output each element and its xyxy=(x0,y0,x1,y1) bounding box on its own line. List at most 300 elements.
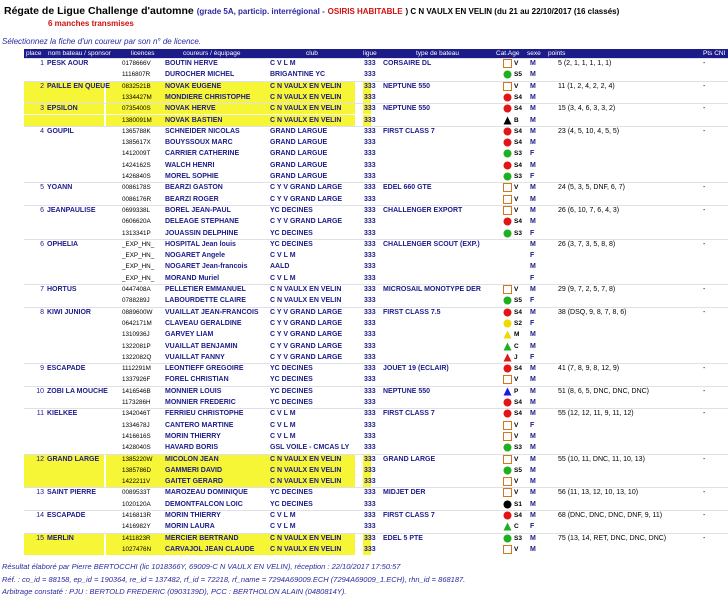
table-row xyxy=(0,228,728,239)
table-row xyxy=(0,205,728,216)
boat-type: FIRST CLASS 7 xyxy=(383,127,435,135)
place-number: 13 xyxy=(36,489,44,497)
ligue-code: 333 xyxy=(364,466,376,474)
boat-name: KIWI JUNIOR xyxy=(47,308,91,316)
boat-type: CHALLENGER SCOUT (EXP.) xyxy=(383,240,480,248)
boat-type: GRAND LARGE xyxy=(383,455,436,463)
veteran-square-icon xyxy=(503,545,512,554)
licence-link[interactable]: _EXP_HN_ xyxy=(122,252,155,260)
age-category: S4 xyxy=(514,399,522,406)
points: 68 (DNC, DNC, DNC, DNF, 9, 11) xyxy=(558,512,663,519)
col-pts-cni: Pts CNI xyxy=(703,50,726,57)
licence-link[interactable]: 1334427M xyxy=(122,93,152,101)
place-number: 10 xyxy=(36,387,44,395)
sex: M xyxy=(530,308,536,316)
licence-link[interactable]: _EXP_HN_ xyxy=(122,274,155,282)
club-name: AALD xyxy=(270,263,290,271)
licence-link[interactable]: 1412009T xyxy=(122,150,151,158)
green-dot-icon xyxy=(503,296,512,305)
table-row xyxy=(0,239,728,250)
table-row xyxy=(0,499,728,510)
sex: M xyxy=(530,455,536,463)
pts-cni: - xyxy=(703,489,706,497)
club-name: YC DECINES xyxy=(270,229,313,237)
licence-link[interactable]: 0086176R xyxy=(122,195,152,203)
sex: M xyxy=(530,116,536,124)
sailor-name: VUAILLAT JEAN-FRANCOIS xyxy=(165,308,259,316)
veteran-square-icon xyxy=(503,195,512,204)
sex: M xyxy=(530,387,536,395)
boat-type: EDEL 5 PTE xyxy=(383,534,423,542)
table-row xyxy=(0,284,728,295)
sailor-name: FOREL CHRISTIAN xyxy=(165,376,229,384)
club-name: C Y V GRAND LARGE xyxy=(270,218,343,226)
sex: F xyxy=(530,173,535,180)
sailor-name: MORAND Muriel xyxy=(165,274,220,282)
ligue-code: 333 xyxy=(364,365,376,373)
highlight-band xyxy=(24,544,104,555)
table-row xyxy=(0,420,728,431)
table-row xyxy=(0,510,728,521)
sex: M xyxy=(530,500,536,508)
licence-link[interactable]: 0788289J xyxy=(122,297,150,305)
pts-cni: - xyxy=(703,387,706,395)
sex: M xyxy=(530,286,536,293)
boat-name: EPSILON xyxy=(47,105,78,113)
age-category: M xyxy=(514,331,520,339)
licence-link[interactable]: 1310936J xyxy=(122,331,150,339)
club-name: C N VAULX EN VELIN xyxy=(270,466,342,474)
licence-link[interactable]: 1342046T xyxy=(122,410,151,418)
licence-link[interactable]: 0832521B xyxy=(122,82,151,90)
club-name: C Y V GRAND LARGE xyxy=(270,319,343,327)
club-name: YC DECINES xyxy=(270,365,313,373)
club-name: C N VAULX EN VELIN xyxy=(270,116,342,124)
ligue-code: 333 xyxy=(364,274,376,282)
ligue-code: 333 xyxy=(364,71,376,79)
pts-cni: - xyxy=(703,365,706,373)
sailor-name: DEMONTFALCON LOIC xyxy=(165,500,243,508)
veteran-square-icon xyxy=(503,206,512,215)
age-category: B xyxy=(514,116,519,124)
club-name: C V L M xyxy=(270,421,296,429)
age-category: J xyxy=(514,353,518,361)
boat-type: NEPTUNE 550 xyxy=(383,82,431,90)
club-name: GRAND LARGUE xyxy=(270,161,328,169)
highlight-band xyxy=(24,465,104,476)
place-number: 14 xyxy=(36,512,44,519)
club-name: BRIGANTINE YC xyxy=(270,71,326,79)
ligue-code: 333 xyxy=(364,421,376,429)
licence-link[interactable]: 1020120A xyxy=(122,500,151,508)
table-row xyxy=(0,115,728,126)
sex: M xyxy=(530,365,536,373)
licence-link[interactable]: 1322082Q xyxy=(122,353,152,361)
age-category: V xyxy=(514,432,519,440)
licence-link[interactable]: 1112291M xyxy=(122,365,151,373)
table-row xyxy=(0,341,728,352)
ligue-code: 333 xyxy=(364,161,376,169)
club-name: C V L M xyxy=(270,274,296,282)
table-row xyxy=(0,521,728,532)
ligue-code: 333 xyxy=(364,455,376,463)
licence-link[interactable]: 1173286H xyxy=(122,399,151,406)
licence-link[interactable]: 1426840S xyxy=(122,173,151,180)
sailor-name: MERCIER BERTRAND xyxy=(165,534,239,542)
licence-link[interactable]: 1422211V xyxy=(122,478,151,486)
age-category: V xyxy=(514,489,519,497)
sex: F xyxy=(530,274,535,282)
boat-name: PESK AOUR xyxy=(47,60,89,67)
club-name: C N VAULX EN VELIN xyxy=(270,534,342,542)
place-number: 11 xyxy=(36,410,44,418)
boat-type: FIRST CLASS 7 xyxy=(383,410,435,418)
age-category: S3 xyxy=(514,173,522,180)
boat-type: MICROSAIL MONOTYPE DER xyxy=(383,286,481,293)
title-organizer: OSIRIS HABITABLE xyxy=(327,7,403,16)
ligue-code: 333 xyxy=(364,263,376,271)
sex: M xyxy=(530,263,536,271)
table-row xyxy=(0,58,728,69)
table-row xyxy=(0,408,728,419)
boat-name: GRAND LARGE xyxy=(47,455,100,463)
sex: F xyxy=(530,421,535,429)
age-category: S4 xyxy=(514,218,522,226)
ligue-code: 333 xyxy=(364,331,376,339)
sex: M xyxy=(530,512,536,519)
club-name: C Y V GRAND LARGE xyxy=(270,195,343,203)
club-name: GSL VOILE - CMCAS LY xyxy=(270,444,350,452)
highlight-band xyxy=(24,115,104,126)
boat-name: ESCAPADE xyxy=(47,512,86,519)
sailor-name: WALCH HENRI xyxy=(165,161,215,169)
sailor-name: CARVAJOL JEAN CLAUDE xyxy=(165,545,255,553)
licence-link[interactable]: 1337926F xyxy=(122,376,151,384)
ligue-code: 333 xyxy=(364,105,376,113)
age-category: V xyxy=(514,376,519,384)
yellow-dot-icon xyxy=(503,319,512,328)
table-row xyxy=(0,69,728,80)
sailor-name: CLAVEAU GERALDINE xyxy=(165,319,242,327)
table-row xyxy=(0,374,728,385)
red-dot-icon xyxy=(503,93,512,102)
licence-link[interactable]: 0178666V xyxy=(122,60,151,67)
age-category: S3 xyxy=(514,150,522,158)
table-row xyxy=(0,137,728,148)
col-lic: licences xyxy=(131,50,155,57)
licence-link[interactable]: 1027476N xyxy=(122,545,152,553)
highlight-band xyxy=(24,92,104,103)
footer-elaboration: Résultat élaboré par Pierre BERTOCCHI (lic 1018366Y, 69009-C N VAULX EN VELIN), réception : 22/10/2017 17:50:57 xyxy=(2,562,401,571)
pts-cni: - xyxy=(703,410,706,418)
club-name: C V L M xyxy=(270,512,296,519)
col-club: club xyxy=(306,50,318,57)
boat-name: ESCAPADE xyxy=(47,365,86,373)
sailor-name: CANTERO MARTINE xyxy=(165,421,234,429)
sailor-name: MOREL SOPHIE xyxy=(165,173,219,180)
sailor-name: CARRIER CATHERINE xyxy=(165,150,240,158)
sex: M xyxy=(530,545,536,553)
club-name: C N VAULX EN VELIN xyxy=(270,82,342,90)
place-number: 15 xyxy=(36,534,44,542)
pts-cni: - xyxy=(703,60,706,67)
club-name: C Y V GRAND LARGE xyxy=(270,308,343,316)
sex: M xyxy=(530,489,536,497)
ligue-code: 333 xyxy=(364,342,376,350)
licence-link[interactable]: 1416982Y xyxy=(122,523,151,531)
boat-type: FIRST CLASS 7.5 xyxy=(383,308,441,316)
sailor-name: BEARZI ROGER xyxy=(165,195,219,203)
licence-link[interactable]: 1385220W xyxy=(122,455,153,463)
licence-link[interactable]: 0735400S xyxy=(122,105,151,113)
club-name: YC DECINES xyxy=(270,240,313,248)
boat-name: SAINT PIERRE xyxy=(47,489,97,497)
age-category: S4 xyxy=(514,365,522,373)
points: 51 (8, 6, 5, DNC, DNC, DNC) xyxy=(558,387,650,395)
licence-link[interactable]: 1116807R xyxy=(122,71,151,79)
boat-name: ZOBI LA MOUCHE xyxy=(47,387,108,395)
sailor-name: DUROCHER MICHEL xyxy=(165,71,235,79)
boat-name: JEANPAULISE xyxy=(47,206,96,214)
age-category: S2 xyxy=(514,319,522,327)
sailor-name: NOVAK HERVE xyxy=(165,105,216,113)
sailor-name: MONDIERE CHRISTOPHE xyxy=(165,93,251,101)
age-category: S5 xyxy=(514,71,522,79)
points: 26 (6, 10, 7, 6, 4, 3) xyxy=(558,206,620,214)
ligue-code: 333 xyxy=(364,545,376,553)
red-dot-icon xyxy=(503,127,512,136)
table-row xyxy=(0,261,728,272)
regatta-title xyxy=(4,5,619,17)
licence-link[interactable]: 1365788K xyxy=(122,127,151,135)
ligue-code: 333 xyxy=(364,139,376,147)
title-grade: (grade 5A, particip. interrégional - xyxy=(196,7,325,16)
red-dot-icon xyxy=(503,409,512,418)
sex: F xyxy=(530,523,535,531)
sex: F xyxy=(530,229,535,237)
licence-link[interactable]: _EXP_HN_ xyxy=(122,240,155,248)
licence-link[interactable]: 1428040S xyxy=(122,444,151,452)
sex: M xyxy=(530,432,536,440)
triangle-icon xyxy=(503,116,512,125)
sailor-name: MORIN LAURA xyxy=(165,523,215,531)
age-category: V xyxy=(514,478,519,486)
table-row xyxy=(0,363,728,374)
col-ligue: ligue xyxy=(363,50,377,57)
points: 29 (9, 7, 2, 5, 7, 8) xyxy=(558,286,616,293)
licence-link[interactable]: 0699338L xyxy=(122,206,151,214)
table-row xyxy=(0,487,728,498)
table-row xyxy=(0,92,728,103)
sailor-name: VUAILLAT FANNY xyxy=(165,353,225,361)
licence-link[interactable]: 0606620A xyxy=(122,218,151,226)
ligue-code: 333 xyxy=(364,116,376,124)
green-dot-icon xyxy=(503,70,512,79)
pts-cni: - xyxy=(703,308,706,316)
sailor-name: LEONTIEFF GREGOIRE xyxy=(165,365,244,373)
sex: M xyxy=(530,478,536,486)
licence-link[interactable]: 0889600W xyxy=(122,308,153,316)
licence-link[interactable]: 0447408A xyxy=(122,286,151,293)
place-number: 8 xyxy=(40,308,44,316)
ligue-code: 333 xyxy=(364,523,376,531)
table-row xyxy=(0,318,728,329)
veteran-square-icon xyxy=(503,432,512,441)
footer-arbitrage: Arbitrage constaté : PJU : BERTOLD FREDERIC (0903139D), PCC : BERTHOLON ALAIN (0480814Y). xyxy=(2,587,347,596)
ligue-code: 333 xyxy=(364,489,376,497)
licence-link[interactable]: 1411823R xyxy=(122,534,151,542)
sex: F xyxy=(530,252,535,260)
table-row xyxy=(0,216,728,227)
table-row xyxy=(0,397,728,408)
ligue-code: 333 xyxy=(364,297,376,305)
age-category: V xyxy=(514,184,519,192)
club-name: YC DECINES xyxy=(270,387,313,395)
red-dot-icon xyxy=(503,104,512,113)
veteran-square-icon xyxy=(503,488,512,497)
licence-link[interactable]: 1416813R xyxy=(122,512,152,519)
ligue-code: 333 xyxy=(364,218,376,226)
sailor-name: JOUASSIN DELPHINE xyxy=(165,229,239,237)
club-name: C Y V GRAND LARGE xyxy=(270,342,343,350)
red-dot-icon xyxy=(503,364,512,373)
col-boat: nom bateau / sponsor xyxy=(48,50,111,57)
licence-link[interactable]: _EXP_HN_ xyxy=(122,263,155,271)
ligue-code: 333 xyxy=(364,286,376,293)
sex: M xyxy=(530,60,536,67)
ligue-code: 333 xyxy=(364,376,376,384)
age-category: V xyxy=(514,421,519,429)
licence-link[interactable]: 1385786D xyxy=(122,466,152,474)
licence-link[interactable]: 0089533T xyxy=(122,489,151,497)
age-category: S3 xyxy=(514,229,522,237)
sex: M xyxy=(530,218,536,226)
club-name: GRAND LARGUE xyxy=(270,139,328,147)
sailor-name: NOVAK EUGENE xyxy=(165,82,222,90)
age-category: S4 xyxy=(514,139,522,147)
age-category: S4 xyxy=(514,161,522,169)
sex: M xyxy=(530,342,536,350)
points: 24 (5, 3, 5, DNF, 6, 7) xyxy=(558,184,625,192)
sex: F xyxy=(530,297,535,305)
veteran-square-icon xyxy=(503,421,512,430)
age-category: S4 xyxy=(514,105,522,113)
club-name: C V L M xyxy=(270,252,296,260)
boat-type: FIRST CLASS 7 xyxy=(383,512,435,519)
licence-link[interactable]: 1416616S xyxy=(122,432,151,440)
highlight-band xyxy=(24,476,104,487)
age-category: V xyxy=(514,286,519,293)
licence-link[interactable]: 1322081P xyxy=(122,342,151,350)
place-number: 6 xyxy=(40,240,44,248)
sex: M xyxy=(530,444,536,452)
red-dot-icon xyxy=(503,511,512,520)
age-category: S5 xyxy=(514,297,522,305)
ylw-triangle-icon xyxy=(503,330,512,339)
ligue-code: 333 xyxy=(364,195,376,203)
club-name: C V L M xyxy=(270,432,296,440)
licence-link[interactable]: 0642171M xyxy=(122,319,152,327)
sailor-name: HAVARD BORIS xyxy=(165,444,219,452)
boat-name: PAILLE EN QUEUE xyxy=(47,82,110,90)
age-category: S4 xyxy=(514,308,522,316)
pts-cni: - xyxy=(703,512,706,519)
boat-name: MERLIN xyxy=(47,534,74,542)
age-category: S4 xyxy=(514,93,522,101)
veteran-square-icon xyxy=(503,183,512,192)
points: 11 (1, 2, 4, 2, 2, 4) xyxy=(558,82,615,90)
licence-link[interactable]: 1416546B xyxy=(122,387,151,395)
veteran-square-icon xyxy=(503,455,512,464)
sex: M xyxy=(530,466,536,474)
sex: M xyxy=(530,399,536,406)
points: 55 (12, 12, 11, 9, 11, 12) xyxy=(558,410,634,418)
age-category: V xyxy=(514,195,519,203)
licence-link[interactable]: 1424162S xyxy=(122,161,151,169)
boat-type: CORSAIRE DL xyxy=(383,60,432,67)
licence-link[interactable]: 1313341P xyxy=(122,229,151,237)
red-triangle-icon xyxy=(503,353,512,362)
licence-link[interactable]: 0086178S xyxy=(122,184,151,192)
table-row xyxy=(0,126,728,137)
ligue-code: 333 xyxy=(364,534,376,542)
table-row xyxy=(0,171,728,182)
ligue-code: 333 xyxy=(364,319,376,327)
ligue-code: 333 xyxy=(364,308,376,316)
place-number: 12 xyxy=(36,455,44,463)
club-name: YC DECINES xyxy=(270,500,313,508)
sex: M xyxy=(530,93,536,101)
points: 15 (3, 4, 6, 3, 3, 2) xyxy=(558,105,616,113)
licence-link[interactable]: 1380091M xyxy=(122,116,152,124)
age-category: C xyxy=(514,342,519,350)
licence-link[interactable]: 1334678J xyxy=(122,421,150,429)
club-name: GRAND LARGUE xyxy=(270,150,328,158)
boat-name: YOANN xyxy=(47,184,73,192)
points: 41 (7, 8, 9, 8, 12, 9) xyxy=(558,365,620,373)
table-row xyxy=(0,160,728,171)
pts-cni: - xyxy=(703,240,706,248)
club-name: C N VAULX EN VELIN xyxy=(270,478,342,486)
boat-name: GOUPIL xyxy=(47,127,74,135)
col-age: Cat.Age xyxy=(496,50,520,57)
sailor-name: MORIN THIERRY xyxy=(165,512,221,519)
ligue-code: 333 xyxy=(364,60,376,67)
age-category: S3 xyxy=(514,534,522,542)
table-row xyxy=(0,533,728,544)
club-name: C Y V GRAND LARGE xyxy=(270,353,343,361)
club-name: C V L M xyxy=(270,60,296,67)
sailor-name: BOREL JEAN-PAUL xyxy=(165,206,231,214)
club-name: C N VAULX EN VELIN xyxy=(270,286,342,293)
ligue-code: 333 xyxy=(364,432,376,440)
club-name: C N VAULX EN VELIN xyxy=(270,545,342,553)
age-category: S4 xyxy=(514,127,522,135)
ligue-code: 333 xyxy=(364,252,376,260)
age-category: S4 xyxy=(514,410,522,418)
licence-link[interactable]: 1385617X xyxy=(122,139,151,147)
sex: M xyxy=(530,240,536,248)
ligue-code: 333 xyxy=(364,229,376,237)
red-dot-icon xyxy=(503,161,512,170)
sex: M xyxy=(530,139,536,147)
place-number: 2 xyxy=(40,82,44,90)
table-row xyxy=(0,307,728,318)
pts-cni: - xyxy=(703,206,706,214)
club-name: C V L M xyxy=(270,523,296,531)
ligue-code: 333 xyxy=(364,127,376,135)
ligue-code: 333 xyxy=(364,512,376,519)
